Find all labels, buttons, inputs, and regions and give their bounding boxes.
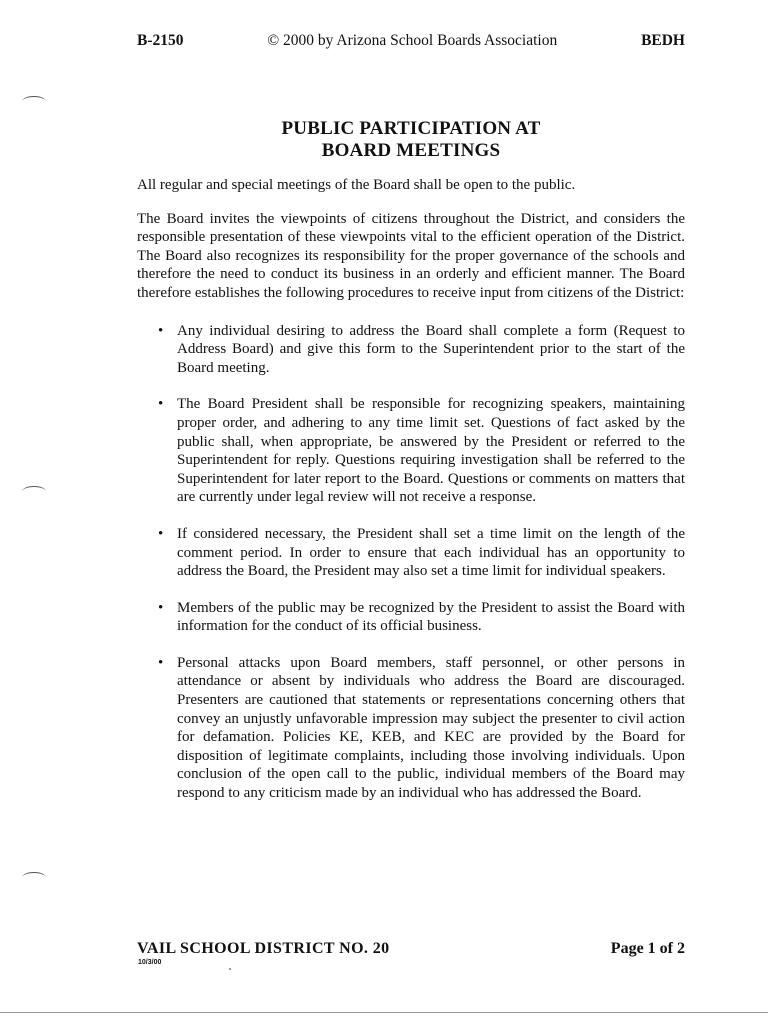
policy-paragraph: The Board invites the viewpoints of citizens throughout the District, and considers the responsible presentation of these viewpoints vital to the efficient operation of the District. The Board also recognizes its responsibility for the proper governance of the schools and therefore the need to conduct its business in an orderly and efficient manner. The Board therefore establishes the following procedures to receive input from citizens of the District: [137,210,685,301]
list-item-text: Personal attacks upon Board members, staff personnel, or other persons in attendance or absent by individuals who address the Board are discouraged. Presenters are cautioned that statements or representations concerning others that convey an unjustly unfavorable impression may subject the presenter to civil action for defamation. Policies KE, KEB, and KEC are provided by the Board for disposition of legitimate complaints, including those involving individuals. Upon conclusion of the open call to the public, individual members of the Board may respond to any criticism made by an individual who has addressed the Board. [177,654,685,802]
revision-date: 10/3/00 [138,959,162,966]
list-item-text: Any individual desiring to address the Board shall complete a form (Request to Address Board) and give this form to the Superintendent prior to the start of the Board meeting. [177,322,685,376]
bullet-icon: • [158,322,164,339]
list-item-text: The Board President shall be responsible for recognizing speakers, maintaining proper order, and adhering to any time limit set. Questions of fact asked by the public shall, when appropriate, be answered by the President or referred to the Superintendent for reply. Questions requiring investigation shall be referred to the Superintendent for later report to the Board. Questions or comments on matters that are currently under legal review will not receive a response. [177,396,685,506]
intro-paragraph: All regular and special meetings of the Board shall be open to the public. [137,177,576,193]
scan-speck [229,968,231,970]
procedure-list [137,322,685,803]
copyright-notice: © 2000 by Arizona School Boards Association [267,32,558,49]
punch-hole-mark [22,96,46,107]
bullet-icon: • [158,396,164,413]
page-footer [137,940,685,958]
title-line-1: PUBLIC PARTICIPATION AT [281,118,541,139]
bullet-icon: • [158,654,164,671]
policy-number: B-2150 [137,32,184,49]
list-item [137,654,685,803]
page-number: Page 1 of 2 [610,940,685,957]
punch-hole-mark [22,486,46,497]
document-title [137,118,685,162]
list-item [137,525,685,581]
list-item [137,395,685,507]
punch-hole-mark [22,872,46,883]
bullet-icon: • [158,599,164,616]
list-item-text: Members of the public may be recognized by the President to assist the Board with information for the conduct of its official business. [177,599,685,635]
bullet-icon: • [158,525,164,542]
document-body [137,176,685,821]
title-line-2: BOARD MEETINGS [321,140,501,161]
policy-code: BEDH [641,32,685,49]
district-name: VAIL SCHOOL DISTRICT NO. 20 [137,940,390,957]
scan-edge-line [0,1012,768,1013]
list-item [137,322,685,378]
page-header [137,32,685,52]
list-item [137,599,685,636]
list-item-text: If considered necessary, the President shall set a time limit on the length of the comment period. In order to ensure that each individual has an opportunity to address the Board, the President may also set a time limit for individual speakers. [177,525,685,580]
